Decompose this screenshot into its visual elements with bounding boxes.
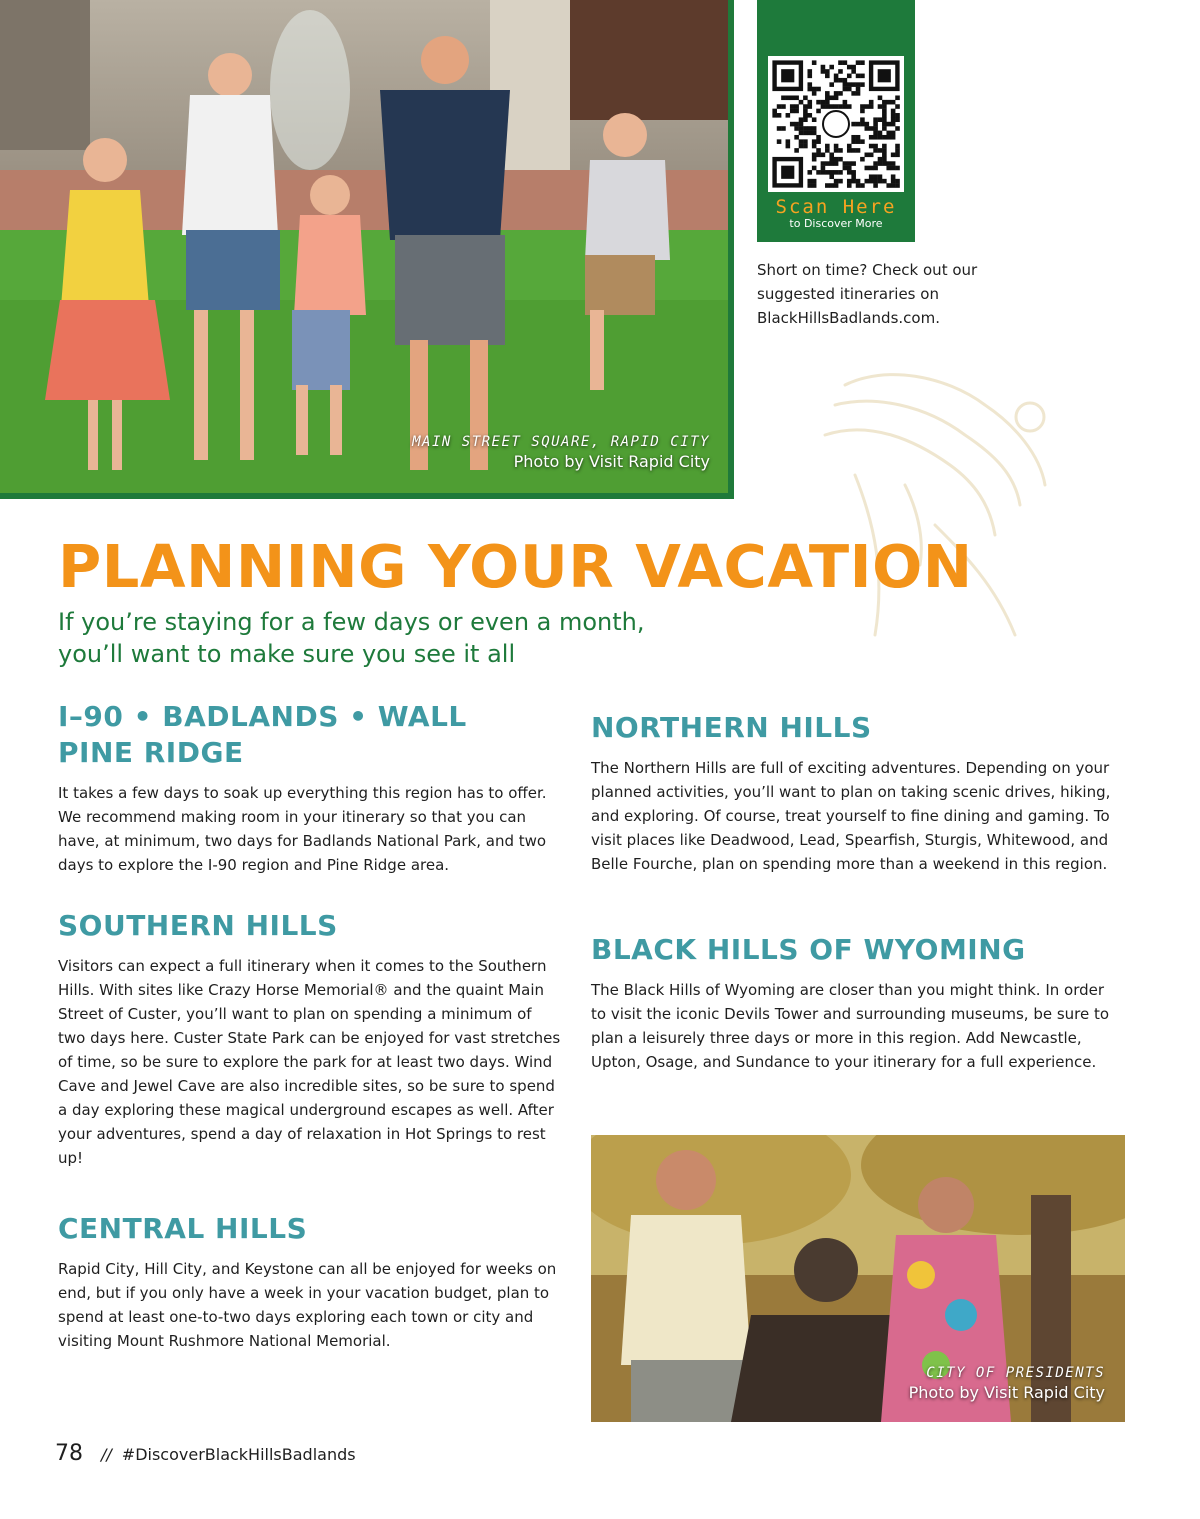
section-i90-badlands (58, 699, 563, 877)
section-central-hills (58, 1211, 563, 1353)
page-title: PLANNING YOUR VACATION (58, 532, 973, 601)
section-northern-hills (591, 710, 1111, 876)
heading-line-2: PINE RIDGE (58, 736, 244, 769)
section-heading: CENTRAL HILLS (58, 1212, 308, 1245)
hero-photo (0, 0, 728, 493)
itinerary-note: Short on time? Check out our suggested itineraries on BlackHillsBadlands.com. (757, 261, 978, 327)
hero-caption-credit: Photo by Visit Rapid City (513, 452, 710, 471)
section-body: Visitors can expect a full itinerary when it comes to the Southern Hills. With sites like Crazy Horse Memorial® and the quaint Main Street of Custer, you’ll want to plan on spending a minimum of two days here. Custer State Park can be enjoyed for vast stretches of time, so be sure to explore the park for at least two days. Wind Cave and Jewel Cave are also incredible sites, so be sure to spend a day exploring these magical underground escapes as well. After your adventures, spend a day of relaxation in Hot Springs to rest up! (58, 957, 561, 1167)
section-black-hills-wyoming (591, 932, 1111, 1074)
section-heading: SOUTHERN HILLS (58, 909, 338, 942)
city-of-presidents-photo (591, 1135, 1125, 1422)
qr-code-panel (757, 0, 915, 242)
section-southern-hills (58, 908, 563, 1170)
heading-line-1: I–90 • BADLANDS • WALL (58, 700, 467, 733)
section-heading (58, 699, 563, 771)
photo2-caption-place: CITY OF PRESIDENTS (926, 1365, 1105, 1381)
section-heading: BLACK HILLS OF WYOMING (591, 933, 1026, 966)
subtitle-line-1: If you’re staying for a few days or even a month, (58, 608, 645, 636)
footer-hashtag: #DiscoverBlackHillsBadlands (121, 1445, 356, 1464)
sketch-illustration (815, 365, 1055, 649)
section-heading: NORTHERN HILLS (591, 711, 872, 744)
section-body: The Black Hills of Wyoming are closer than you might think. In order to visit the iconic Devils Tower and surrounding museums, be sure to plan a leisurely three days or more in this region. Add Newcastle, Upton, Osage, and Sundance to your itinerary for a full experience. (591, 981, 1110, 1071)
page-subtitle (58, 606, 758, 670)
hero-caption-place: MAIN STREET SQUARE, RAPID CITY (412, 434, 710, 450)
hero-caption (412, 434, 710, 471)
qr-code[interactable] (768, 56, 904, 192)
section-body: It takes a few days to soak up everything this region has to offer. We recommend making room in your itinerary so that you can have, at minimum, two days for Badlands National Park, and two days to explore the I-90 region and Pine Ridge area. (58, 784, 547, 874)
qr-center-emblem (823, 111, 849, 137)
photo2-caption (909, 1365, 1105, 1402)
qr-scan-label: Scan Here (775, 196, 897, 218)
photo2-caption-credit: Photo by Visit Rapid City (908, 1383, 1105, 1402)
page-number: 78 (55, 1441, 83, 1466)
section-body: Rapid City, Hill City, and Keystone can all be enjoyed for weeks on end, but if you only have a week in your vacation budget, plan to spend at least one-to-two days exploring each town or city and visiting Mount Rushmore National Memorial. (58, 1260, 557, 1350)
qr-scan-sublabel: to Discover More (789, 217, 883, 230)
hero-photo-frame (0, 0, 734, 499)
page-footer (55, 1441, 356, 1466)
subtitle-line-2: you’ll want to make sure you see it all (58, 640, 516, 668)
footer-separator: // (101, 1445, 112, 1464)
section-body: The Northern Hills are full of exciting adventures. Depending on your planned activities, you’ll want to plan on taking scenic drives, hiking, and exploring. Of course, treat yourself to fine dining and gaming. To visit places like Deadwood, Lead, Spearfish, Sturgis, Whitewood, and Belle Fourche, plan on spending more than a weekend in this region. (591, 759, 1111, 873)
